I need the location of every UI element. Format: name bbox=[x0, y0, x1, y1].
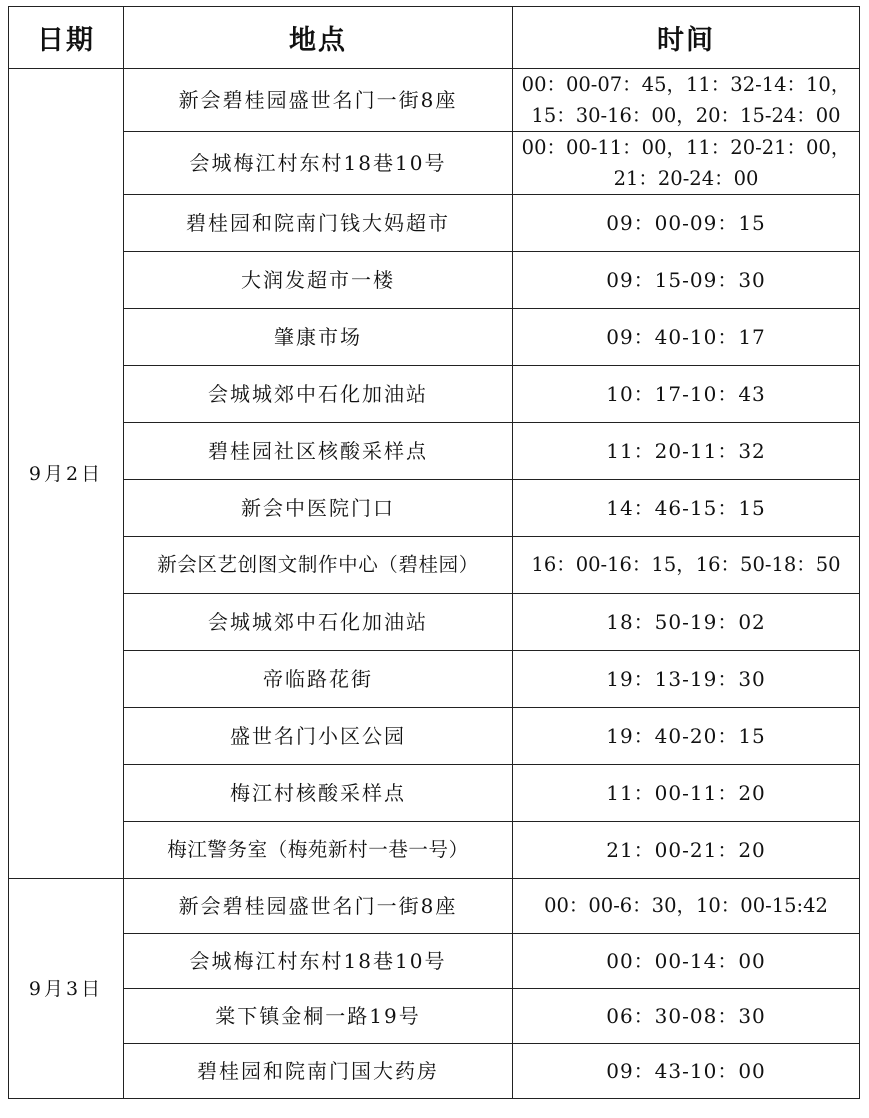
place-cell: 盛世名门小区公园 bbox=[124, 708, 513, 765]
place-cell: 新会碧桂园盛世名门一街8座 bbox=[124, 879, 513, 934]
time-cell: 21：00-21：20 bbox=[513, 822, 860, 879]
time-cell: 19：40-20：15 bbox=[513, 708, 860, 765]
table-row bbox=[9, 366, 860, 423]
date-cell: 9月3日 bbox=[9, 879, 124, 1099]
place-cell: 会城梅江村东村18巷10号 bbox=[124, 132, 513, 195]
place-cell: 棠下镇金桐一路19号 bbox=[124, 989, 513, 1044]
time-line: 15：30-16：00，20：15-24：00 bbox=[531, 104, 841, 127]
place-cell: 新会碧桂园盛世名门一街8座 bbox=[124, 69, 513, 132]
place-cell: 会城城郊中石化加油站 bbox=[124, 366, 513, 423]
time-cell: 00：00-14：00 bbox=[513, 934, 860, 989]
place-cell: 梅江村核酸采样点 bbox=[124, 765, 513, 822]
table-row bbox=[9, 252, 860, 309]
table-row bbox=[9, 423, 860, 480]
time-cell: 10：17-10：43 bbox=[513, 366, 860, 423]
place-cell: 梅江警务室（梅苑新村一巷一号） bbox=[124, 822, 513, 879]
table-row bbox=[9, 934, 860, 989]
place-cell: 肇康市场 bbox=[124, 309, 513, 366]
itinerary-table bbox=[8, 6, 860, 1099]
time-cell: 14：46-15：15 bbox=[513, 480, 860, 537]
header-place: 地点 bbox=[124, 7, 513, 69]
table-row bbox=[9, 594, 860, 651]
time-cell: 06：30-08：30 bbox=[513, 989, 860, 1044]
table-row bbox=[9, 132, 860, 195]
table-row bbox=[9, 309, 860, 366]
time-cell: 11：00-11：20 bbox=[513, 765, 860, 822]
place-cell: 大润发超市一楼 bbox=[124, 252, 513, 309]
time-cell bbox=[513, 69, 860, 132]
table-row bbox=[9, 69, 860, 132]
table-header-row bbox=[9, 7, 860, 69]
header-date: 日期 bbox=[9, 7, 124, 69]
place-cell: 新会中医院门口 bbox=[124, 480, 513, 537]
table-row bbox=[9, 989, 860, 1044]
table-row bbox=[9, 537, 860, 594]
time-cell: 11：20-11：32 bbox=[513, 423, 860, 480]
time-line: 00：00-11：00，11：20-21：00， bbox=[521, 136, 851, 159]
date-cell: 9月2日 bbox=[9, 69, 124, 879]
time-cell: 18：50-19：02 bbox=[513, 594, 860, 651]
time-cell: 00：00-6：30，10：00-15:42 bbox=[513, 879, 860, 934]
time-cell: 16：00-16：15，16：50-18：50 bbox=[513, 537, 860, 594]
table-row bbox=[9, 879, 860, 934]
place-cell: 新会区艺创图文制作中心（碧桂园） bbox=[124, 537, 513, 594]
time-cell: 09：40-10：17 bbox=[513, 309, 860, 366]
place-cell: 会城城郊中石化加油站 bbox=[124, 594, 513, 651]
place-cell: 碧桂园和院南门国大药房 bbox=[124, 1044, 513, 1099]
time-cell: 09：43-10：00 bbox=[513, 1044, 860, 1099]
table-row bbox=[9, 651, 860, 708]
time-line: 00：00-07：45，11：32-14：10， bbox=[521, 73, 851, 96]
place-cell: 碧桂园和院南门钱大妈超市 bbox=[124, 195, 513, 252]
time-line: 21：20-24：00 bbox=[613, 167, 759, 190]
place-cell: 碧桂园社区核酸采样点 bbox=[124, 423, 513, 480]
table-row bbox=[9, 822, 860, 879]
table-row bbox=[9, 480, 860, 537]
itinerary-sheet bbox=[8, 6, 859, 1099]
table-row bbox=[9, 765, 860, 822]
time-cell: 09：00-09：15 bbox=[513, 195, 860, 252]
time-cell: 09：15-09：30 bbox=[513, 252, 860, 309]
time-cell bbox=[513, 132, 860, 195]
place-cell: 帝临路花街 bbox=[124, 651, 513, 708]
header-time: 时间 bbox=[513, 7, 860, 69]
table-row bbox=[9, 708, 860, 765]
place-cell: 会城梅江村东村18巷10号 bbox=[124, 934, 513, 989]
table-row bbox=[9, 1044, 860, 1099]
time-cell: 19：13-19：30 bbox=[513, 651, 860, 708]
table-row bbox=[9, 195, 860, 252]
